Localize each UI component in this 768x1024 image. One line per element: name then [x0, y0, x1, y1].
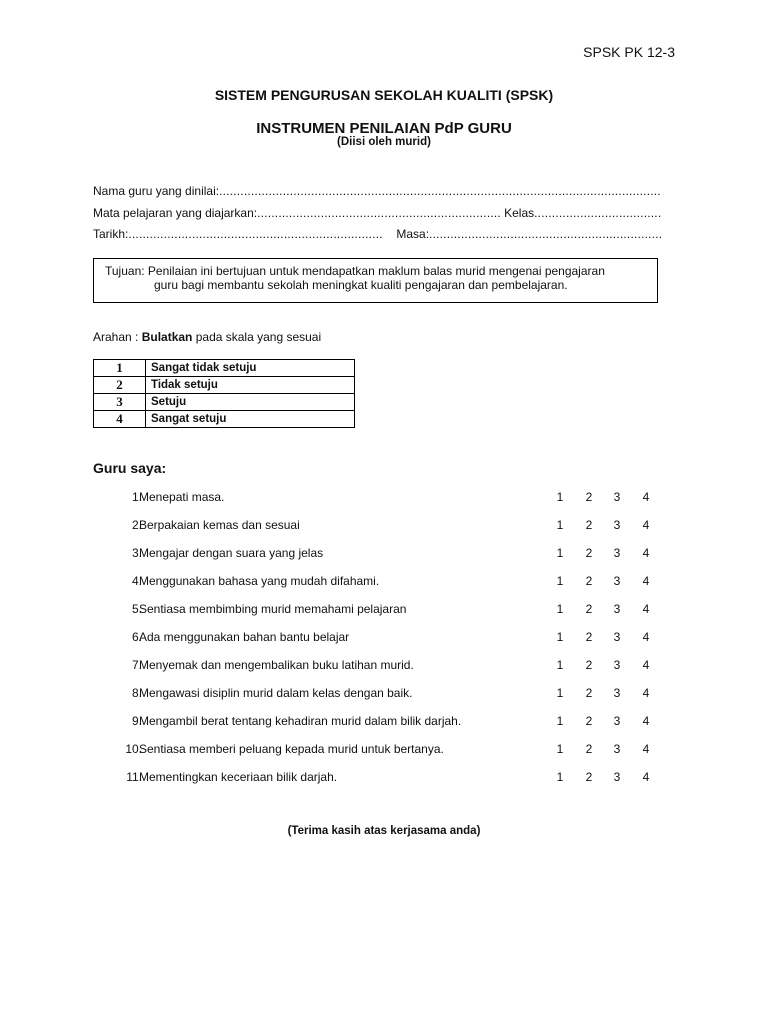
item-number: 1.	[131, 490, 142, 504]
rating-option-1[interactable]: 1	[556, 658, 564, 672]
item-text: Menggunakan bahasa yang mudah difahami.	[139, 574, 380, 588]
scale-row	[94, 411, 355, 428]
rating-option-4[interactable]: 4	[642, 742, 650, 756]
item-text: Ada menggunakan bahan bantu belajar	[139, 630, 350, 644]
item-number: 8.	[131, 686, 142, 700]
rating-option-2[interactable]: 2	[585, 658, 593, 672]
item-number: 3.	[131, 546, 142, 560]
scale-number: 3	[94, 394, 146, 411]
rating-option-4[interactable]: 4	[642, 546, 650, 560]
organization-title: SISTEM PENGURUSAN SEKOLAH KUALITI (SPSK)	[214, 87, 554, 103]
rating-option-1[interactable]: 1	[556, 714, 564, 728]
rating-option-4[interactable]: 4	[642, 770, 650, 784]
purpose-line-2: guru bagi membantu sekolah meningkat kualiti pengajaran dan pembelajaran.	[154, 278, 568, 292]
scale-legend-table	[93, 359, 355, 428]
date-time-field[interactable]	[93, 227, 661, 241]
evaluation-item	[114, 714, 654, 730]
item-number: 2.	[131, 518, 142, 532]
rating-option-1[interactable]: 1	[556, 630, 564, 644]
instruction-prefix: Arahan :	[93, 330, 142, 344]
rating-option-3[interactable]: 3	[613, 714, 621, 728]
rating-option-2[interactable]: 2	[585, 714, 593, 728]
form-title: INSTRUMEN PENILAIAN PdP GURU	[256, 120, 512, 137]
rating-option-2[interactable]: 2	[585, 742, 593, 756]
rating-option-4[interactable]: 4	[642, 518, 650, 532]
rating-option-2[interactable]: 2	[585, 490, 593, 504]
instruction-suffix: pada skala yang sesuai	[192, 330, 322, 344]
subject-label: Mata pelajaran yang diajarkan:	[93, 206, 258, 220]
item-number: 10.	[125, 742, 142, 756]
rating-option-1[interactable]: 1	[556, 490, 564, 504]
rating-option-3[interactable]: 3	[613, 518, 621, 532]
rating-option-1[interactable]: 1	[556, 742, 564, 756]
scale-row	[94, 394, 355, 411]
scale-number: 4	[94, 411, 146, 428]
form-subtitle: (Diisi oleh murid)	[337, 136, 431, 148]
rating-option-3[interactable]: 3	[613, 658, 621, 672]
item-number: 9.	[131, 714, 142, 728]
evaluation-item	[114, 770, 654, 786]
item-text: Berpakaian kemas dan sesuai	[139, 518, 300, 532]
time-label: Masa:	[396, 227, 430, 241]
evaluation-item	[114, 602, 654, 618]
evaluation-item	[114, 518, 654, 534]
item-text: Mengajar dengan suara yang jelas	[139, 546, 324, 560]
class-label: Kelas	[504, 206, 535, 220]
rating-option-4[interactable]: 4	[642, 658, 650, 672]
rating-option-2[interactable]: 2	[585, 770, 593, 784]
evaluation-item	[114, 658, 654, 674]
item-text: Sentiasa membimbing murid memahami pelajaran	[139, 602, 407, 616]
rating-option-4[interactable]: 4	[642, 686, 650, 700]
rating-option-4[interactable]: 4	[642, 490, 650, 504]
rating-option-3[interactable]: 3	[613, 742, 621, 756]
rating-option-4[interactable]: 4	[642, 630, 650, 644]
scale-label: Tidak setuju	[146, 377, 355, 394]
evaluation-item	[114, 574, 654, 590]
purpose-box	[93, 258, 658, 303]
rating-option-2[interactable]: 2	[585, 630, 593, 644]
rating-option-1[interactable]: 1	[556, 574, 564, 588]
item-number: 6.	[131, 630, 142, 644]
item-number: 7.	[131, 658, 142, 672]
rating-option-1[interactable]: 1	[556, 770, 564, 784]
rating-option-3[interactable]: 3	[613, 490, 621, 504]
evaluation-item	[114, 546, 654, 562]
scale-number: 2	[94, 377, 146, 394]
class-blank[interactable]	[534, 206, 661, 220]
scale-label: Sangat tidak setuju	[146, 360, 355, 377]
instruction-emphasis: Bulatkan	[141, 330, 193, 344]
date-label: Tarikh:	[93, 227, 129, 241]
rating-option-1[interactable]: 1	[556, 518, 564, 532]
rating-option-3[interactable]: 3	[613, 770, 621, 784]
item-number: 4.	[131, 574, 142, 588]
item-text: Sentiasa memberi peluang kepada murid untuk bertanya.	[139, 742, 444, 756]
rating-option-2[interactable]: 2	[585, 602, 593, 616]
section-title: Guru saya:	[93, 460, 167, 476]
rating-option-2[interactable]: 2	[585, 546, 593, 560]
item-text: Menyemak dan mengembalikan buku latihan murid.	[139, 658, 414, 672]
teacher-name-blank[interactable]	[219, 184, 661, 198]
scale-row	[94, 360, 355, 377]
rating-option-3[interactable]: 3	[613, 546, 621, 560]
footer-thanks: (Terima kasih atas kerjasama anda)	[287, 825, 481, 837]
scale-row	[94, 377, 355, 394]
evaluation-item	[114, 742, 654, 758]
scale-label: Setuju	[146, 394, 355, 411]
time-blank[interactable]	[429, 227, 661, 241]
document-code: SPSK PK 12-3	[583, 44, 675, 60]
scale-label: Sangat setuju	[146, 411, 355, 428]
subject-class-field[interactable]	[93, 206, 661, 220]
item-number: 5.	[131, 602, 142, 616]
item-text: Mengawasi disiplin murid dalam kelas dengan baik.	[139, 686, 413, 700]
teacher-name-field[interactable]	[93, 184, 661, 198]
rating-option-3[interactable]: 3	[613, 686, 621, 700]
rating-option-3[interactable]: 3	[613, 574, 621, 588]
rating-option-1[interactable]: 1	[556, 546, 564, 560]
item-number: 11.	[126, 770, 142, 784]
evaluation-item	[114, 686, 654, 702]
rating-option-2[interactable]: 2	[585, 574, 593, 588]
rating-option-4[interactable]: 4	[642, 602, 650, 616]
subject-blank[interactable]	[257, 206, 500, 220]
teacher-name-label: Nama guru yang dinilai:	[93, 184, 220, 198]
rating-option-2[interactable]: 2	[585, 686, 593, 700]
rating-option-1[interactable]: 1	[556, 602, 564, 616]
purpose-line-1: Tujuan: Penilaian ini bertujuan untuk mendapatkan maklum balas murid mengenai pengajaran	[105, 264, 605, 278]
item-text: Mementingkan keceriaan bilik darjah.	[139, 770, 338, 784]
date-blank[interactable]	[128, 227, 383, 241]
rating-option-1[interactable]: 1	[556, 686, 564, 700]
item-text: Mengambil berat tentang kehadiran murid dalam bilik darjah.	[139, 714, 462, 728]
rating-option-4[interactable]: 4	[642, 714, 650, 728]
instruction	[93, 330, 321, 344]
rating-option-4[interactable]: 4	[642, 574, 650, 588]
evaluation-item	[114, 630, 654, 646]
rating-option-2[interactable]: 2	[585, 518, 593, 532]
evaluation-item	[114, 490, 654, 506]
item-text: Menepati masa.	[139, 490, 225, 504]
scale-number: 1	[94, 360, 146, 377]
rating-option-3[interactable]: 3	[613, 630, 621, 644]
rating-option-3[interactable]: 3	[613, 602, 621, 616]
